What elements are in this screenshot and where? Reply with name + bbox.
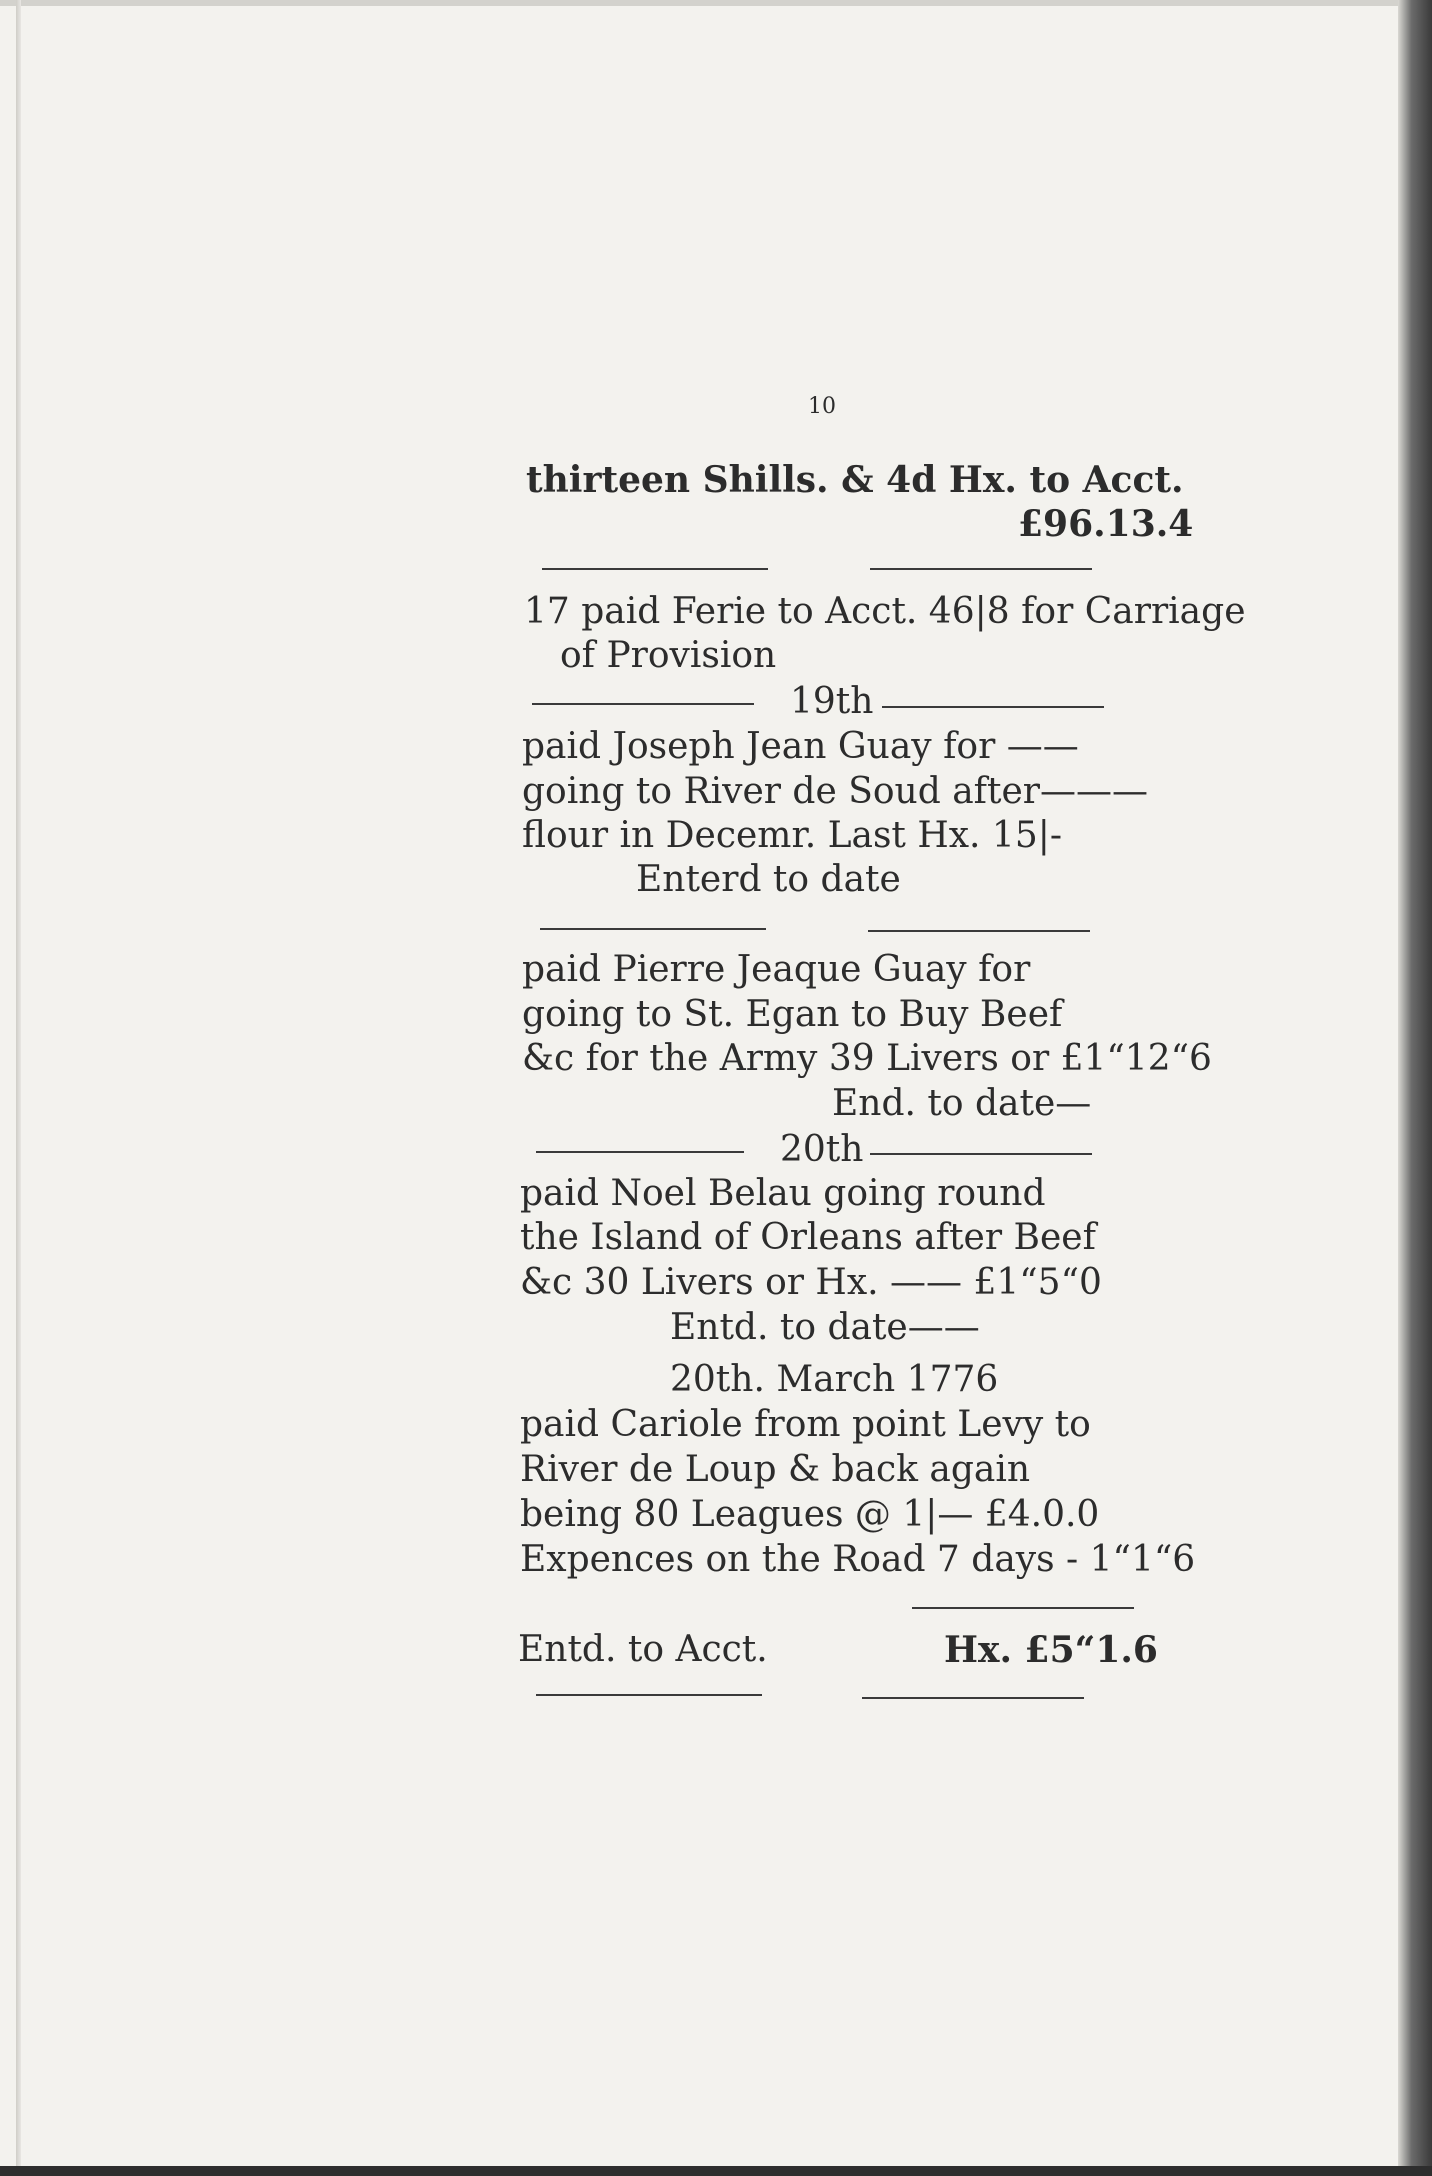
ledger-line-12: &c for the Army 39 Livers or £1“12“6: [522, 1038, 1212, 1079]
date-heading-19th: 19th: [790, 681, 874, 722]
rule-right-1: [870, 568, 1092, 570]
ledger-line-13: End. to date—: [832, 1083, 1092, 1124]
rule-left-2: [532, 703, 754, 705]
rule-left-4: [536, 1151, 744, 1153]
ledger-line-24-left: Entd. to Acct.: [518, 1629, 768, 1670]
page-edge-right: [1398, 0, 1432, 2176]
ledger-line-16: the Island of Orleans after Beef: [520, 1217, 1096, 1258]
ledger-line-10: paid Pierre Jeaque Guay for: [522, 949, 1031, 990]
rule-left-5: [536, 1694, 762, 1696]
ledger-line-23: Expences on the Road 7 days - 1“1“6: [520, 1539, 1196, 1580]
ledger-line-15: paid Noel Belau going round: [520, 1173, 1046, 1214]
ledger-line-20: paid Cariole from point Levy to: [520, 1404, 1091, 1445]
page-edge-top: [0, 0, 1432, 6]
ledger-line-7: going to River de Soud after———: [522, 771, 1148, 812]
ledger-line-18: Entd. to date——: [670, 1307, 980, 1348]
rule-left-1: [542, 568, 768, 570]
page-number: 10: [808, 394, 836, 419]
ledger-line-17: &c 30 Livers or Hx. —— £1“5“0: [520, 1262, 1102, 1303]
ledger-line-1: thirteen Shills. & 4d Hx. to Acct.: [526, 459, 1184, 501]
page-edge-left: [16, 0, 21, 2176]
date-heading-march-1776: 20th. March 1776: [670, 1359, 999, 1400]
ledger-line-3: 17 paid Ferie to Acct. 46|8 for Carriage: [524, 591, 1246, 632]
rule-right-4: [870, 1153, 1092, 1155]
ledger-line-8: flour in Decemr. Last Hx. 15|-: [522, 815, 1063, 856]
rule-right-5: [862, 1697, 1084, 1699]
page-edge-bottom: [0, 2166, 1432, 2176]
date-heading-20th: 20th: [780, 1129, 864, 1170]
ledger-line-9: Enterd to date: [636, 859, 901, 900]
ledger-line-6: paid Joseph Jean Guay for ——: [522, 726, 1079, 767]
rule-right-2: [882, 706, 1104, 708]
ledger-total-2: Hx. £5“1.6: [944, 1629, 1158, 1671]
ledger-line-22: being 80 Leagues @ 1|— £4.0.0: [520, 1494, 1100, 1535]
ledger-line-21: River de Loup & back again: [520, 1449, 1031, 1490]
rule-right-3: [868, 930, 1090, 932]
ledger-total-1: £96.13.4: [1018, 503, 1194, 545]
ledger-line-4: of Provision: [560, 635, 777, 676]
rule-left-3: [540, 928, 766, 930]
sum-rule: [912, 1607, 1134, 1609]
ledger-line-11: going to St. Egan to Buy Beef: [522, 994, 1063, 1035]
